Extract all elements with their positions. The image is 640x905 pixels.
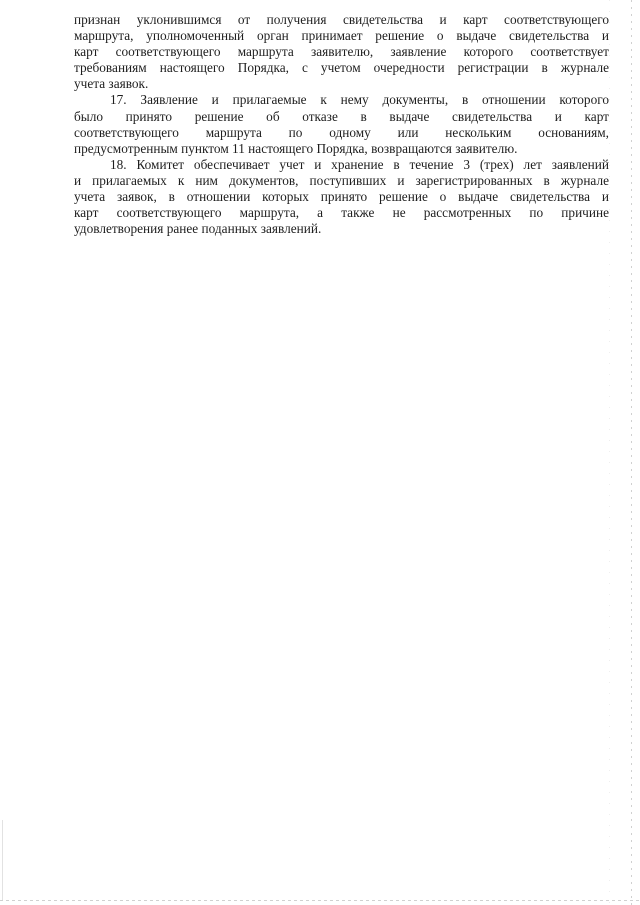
text-line: 18. Комитет обеспечивает учет и хранение в течение 3 (трех) лет заявлений [110, 156, 609, 172]
text-line: было принято решение об отказе в выдаче свидетельства и карт [74, 108, 609, 124]
text-line: маршрута, уполномоченный орган принимает решение о выдаче свидетельства и [74, 28, 609, 44]
text-line: требованиям настоящего Порядка, с учетом очередности регистрации в журнале [74, 60, 609, 76]
paragraph-17 [74, 92, 609, 156]
document-body [74, 12, 609, 237]
text-line: карт соответствующего маршрута, а также не рассмотренных по причине [74, 205, 609, 221]
text-line: 17. Заявление и прилагаемые к нему документы, в отношении которого [110, 92, 609, 108]
text-line: и прилагаемых к ним документов, поступивших и зарегистрированных в журнале [74, 172, 609, 188]
text-line: учета заявок. [74, 76, 149, 92]
scan-edge-left [2, 820, 3, 900]
text-line: учета заявок, в отношении которых принято решение о выдаче свидетельства и [74, 189, 609, 205]
scan-edge-right [631, 0, 632, 905]
paragraph-18 [74, 157, 609, 237]
scan-edge-right-inner [609, 0, 610, 905]
text-line: соответствующего маршрута по одному или нескольким основаниям, [74, 124, 609, 140]
scan-edge-bottom [0, 900, 640, 901]
paragraph-continued [74, 12, 609, 92]
text-line: признан уклонившимся от получения свидетельства и карт соответствующего [74, 12, 609, 27]
text-line: предусмотренным пунктом 11 настоящего Порядка, возвращаются заявителю. [74, 140, 518, 156]
text-line: удовлетворения ранее поданных заявлений. [74, 221, 322, 237]
text-line: карт соответствующего маршрута заявителю, заявление которого соответствует [74, 44, 609, 60]
